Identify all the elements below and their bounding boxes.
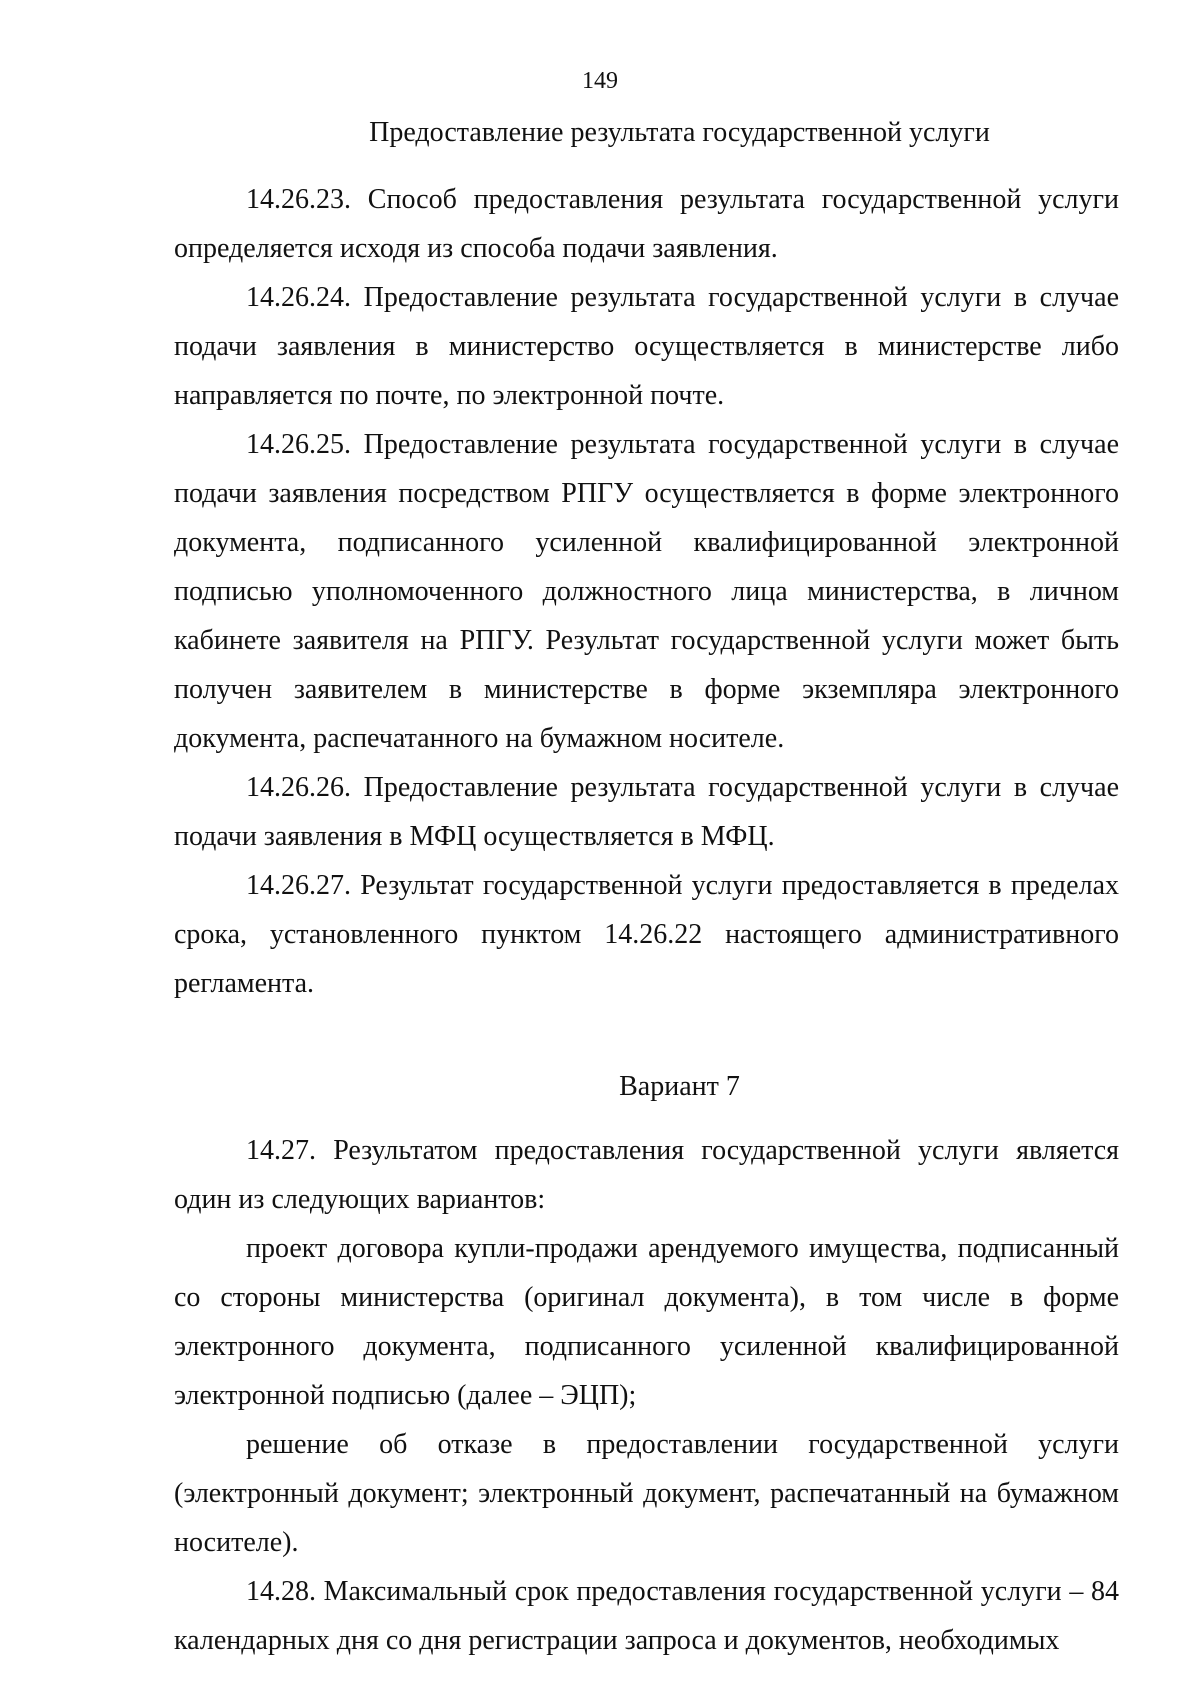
- paragraph-14-26-24: 14.26.24. Предоставление результата государственной услуги в случае подачи заявления в министерство осуществляется в министерстве либо направляется по почте, по электронной почте.: [174, 282, 1119, 411]
- variant-heading: Вариант 7: [619, 1071, 740, 1102]
- page-number: 149: [582, 68, 618, 94]
- section-heading: Предоставление результата государственной услуги: [369, 117, 990, 148]
- paragraph-result-option-contract: проект договора купли-продажи арендуемого имущества, подписанный со стороны министерства (оригинал документа), в том числе в форме электронного документа, подписанного усиленной квалифицированной электронной подписью (далее – ЭЦП);: [174, 1233, 1119, 1411]
- paragraph-14-26-23: 14.26.23. Способ предоставления результата государственной услуги определяется исходя из способа подачи заявления.: [174, 184, 1119, 264]
- paragraph-14-26-26: 14.26.26. Предоставление результата государственной услуги в случае подачи заявления в МФЦ осуществляется в МФЦ.: [174, 772, 1119, 852]
- paragraph-14-27: 14.27. Результатом предоставления государственной услуги является один из следующих вариантов:: [174, 1135, 1119, 1215]
- document-body: [174, 108, 1119, 1665]
- paragraph-14-26-25: 14.26.25. Предоставление результата государственной услуги в случае подачи заявления посредством РПГУ осуществляется в форме электронного документа, подписанного усиленной квалифицированной электронной подписью уполномоченного должностного лица министерства, в личном кабинете заявителя на РПГУ. Результат государственной услуги может быть получен заявителем в министерстве в форме экземпляра электронного документа, распечатанного на бумажном носителе.: [174, 429, 1119, 754]
- paragraph-14-28: 14.28. Максимальный срок предоставления государственной услуги – 84 календарных дня со дня регистрации запроса и документов, необходимых: [174, 1576, 1119, 1656]
- paragraph-14-26-27: 14.26.27. Результат государственной услуги предоставляется в пределах срока, установленного пунктом 14.26.22 настоящего административного регламента.: [174, 870, 1119, 999]
- paragraph-result-option-refusal: решение об отказе в предоставлении государственной услуги (электронный документ; электронный документ, распечатанный на бумажном носителе).: [174, 1429, 1119, 1558]
